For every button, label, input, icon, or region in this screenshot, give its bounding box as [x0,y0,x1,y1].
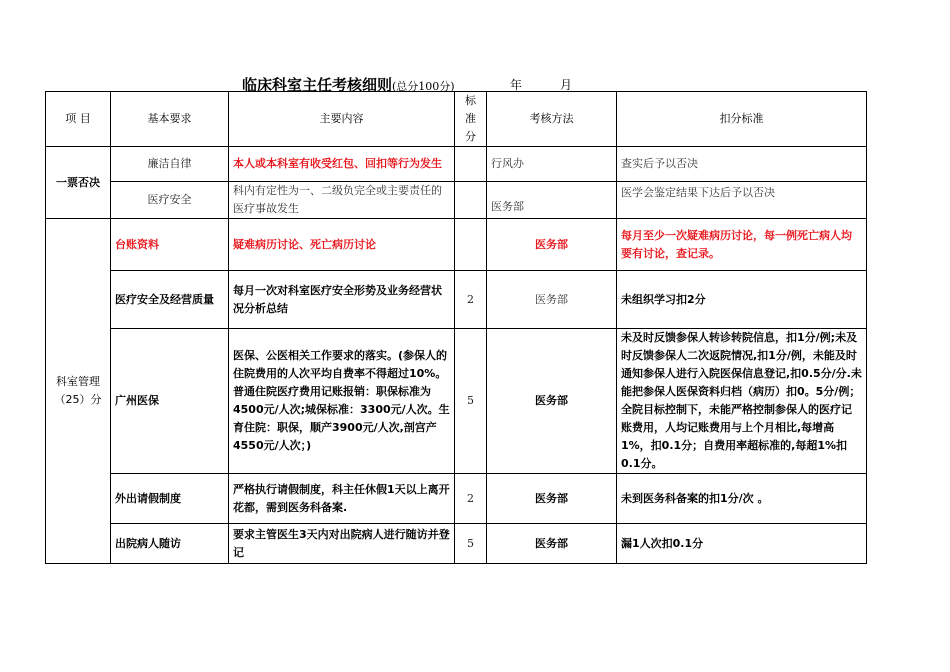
cell-deduct: 未组织学习扣2分 [617,271,867,329]
cell-deduct: 未及时反馈参保人转诊转院信息，扣1分/例;未及时反馈参保人二次返院情况,扣1分/例，未能及时通知参保人进行入院医保信息登记,扣0.5分/分.未能把参保人医保资料归档（病历）扣0。5分/例；全院目标控制下，未能严格控制参保人的医疗记账费用，人均记账费用与上个月相比,每增高1%，扣0.1分；自费用率超标准的,每超1%扣0.1分。 [617,329,867,474]
title-month: 月 [560,78,573,92]
cell-method: 医务部 [487,474,617,524]
section-management: 科室管理 （25）分 [46,219,111,564]
cell-content: 本人或本科室有收受红包、回扣等行为发生 [229,147,455,182]
section-veto: 一票否决 [46,147,111,219]
page-subtitle: (总分100分) [392,80,455,93]
header-score: 标 准 分 [455,92,487,147]
cell-basic: 廉洁自律 [111,147,229,182]
table-row [46,271,867,329]
cell-method: 医务部 [487,524,617,564]
title-year: 年 [510,78,523,92]
cell-score [455,219,487,271]
cell-deduct: 医学会鉴定结果下达后予以否决 [617,182,867,219]
cell-basic: 医疗安全 [111,182,229,219]
cell-score [455,182,487,219]
cell-score: 2 [455,474,487,524]
header-item: 项 目 [46,92,111,147]
cell-method: 行风办 [487,147,617,182]
assessment-table [45,91,867,564]
cell-content: 医保、公医相关工作要求的落实。(参保人的住院费用的人次平均自费率不得超过10%。普通住院医疗费用记账报销：职保标准为4500元/人次;城保标准：3300元/人次。生育住院：职保，顺产3900元/人次,剖宫产4550元/人次；) [229,329,455,474]
cell-content: 科内有定性为一、二级负完全或主要责任的医疗事故发生 [229,182,455,219]
table-row [46,524,867,564]
cell-score: 5 [455,329,487,474]
cell-method: 医务部 [487,182,617,219]
page-title: 临床科室主任考核细则 [242,76,393,94]
cell-deduct: 每月至少一次疑难病历讨论，每一例死亡病人均要有讨论，查记录。 [617,219,867,271]
table-row [46,474,867,524]
header-method: 考核方法 [487,92,617,147]
cell-content: 疑难病历讨论、死亡病历讨论 [229,219,455,271]
cell-basic: 台账资料 [111,219,229,271]
cell-basic: 外出请假制度 [111,474,229,524]
cell-basic: 出院病人随访 [111,524,229,564]
cell-content: 每月一次对科室医疗安全形势及业务经营状况分析总结 [229,271,455,329]
header-row [46,92,867,147]
cell-score: 5 [455,524,487,564]
cell-basic: 广州医保 [111,329,229,474]
cell-method: 医务部 [487,219,617,271]
cell-score [455,147,487,182]
cell-content: 要求主管医生3天内对出院病人进行随访并登记 [229,524,455,564]
table-row [46,329,867,474]
cell-deduct: 查实后予以否决 [617,147,867,182]
cell-basic: 医疗安全及经营质量 [111,271,229,329]
cell-deduct: 未到医务科备案的扣1分/次 。 [617,474,867,524]
table-row [46,147,867,182]
cell-score: 2 [455,271,487,329]
cell-method: 医务部 [487,329,617,474]
header-basic: 基本要求 [111,92,229,147]
cell-content: 严格执行请假制度，科主任休假1天以上离开花都，需到医务科备案. [229,474,455,524]
table-row [46,219,867,271]
header-deduct: 扣分标准 [617,92,867,147]
cell-method: 医务部 [487,271,617,329]
table-row [46,182,867,219]
cell-deduct: 漏1人次扣0.1分 [617,524,867,564]
header-content: 主要内容 [229,92,455,147]
